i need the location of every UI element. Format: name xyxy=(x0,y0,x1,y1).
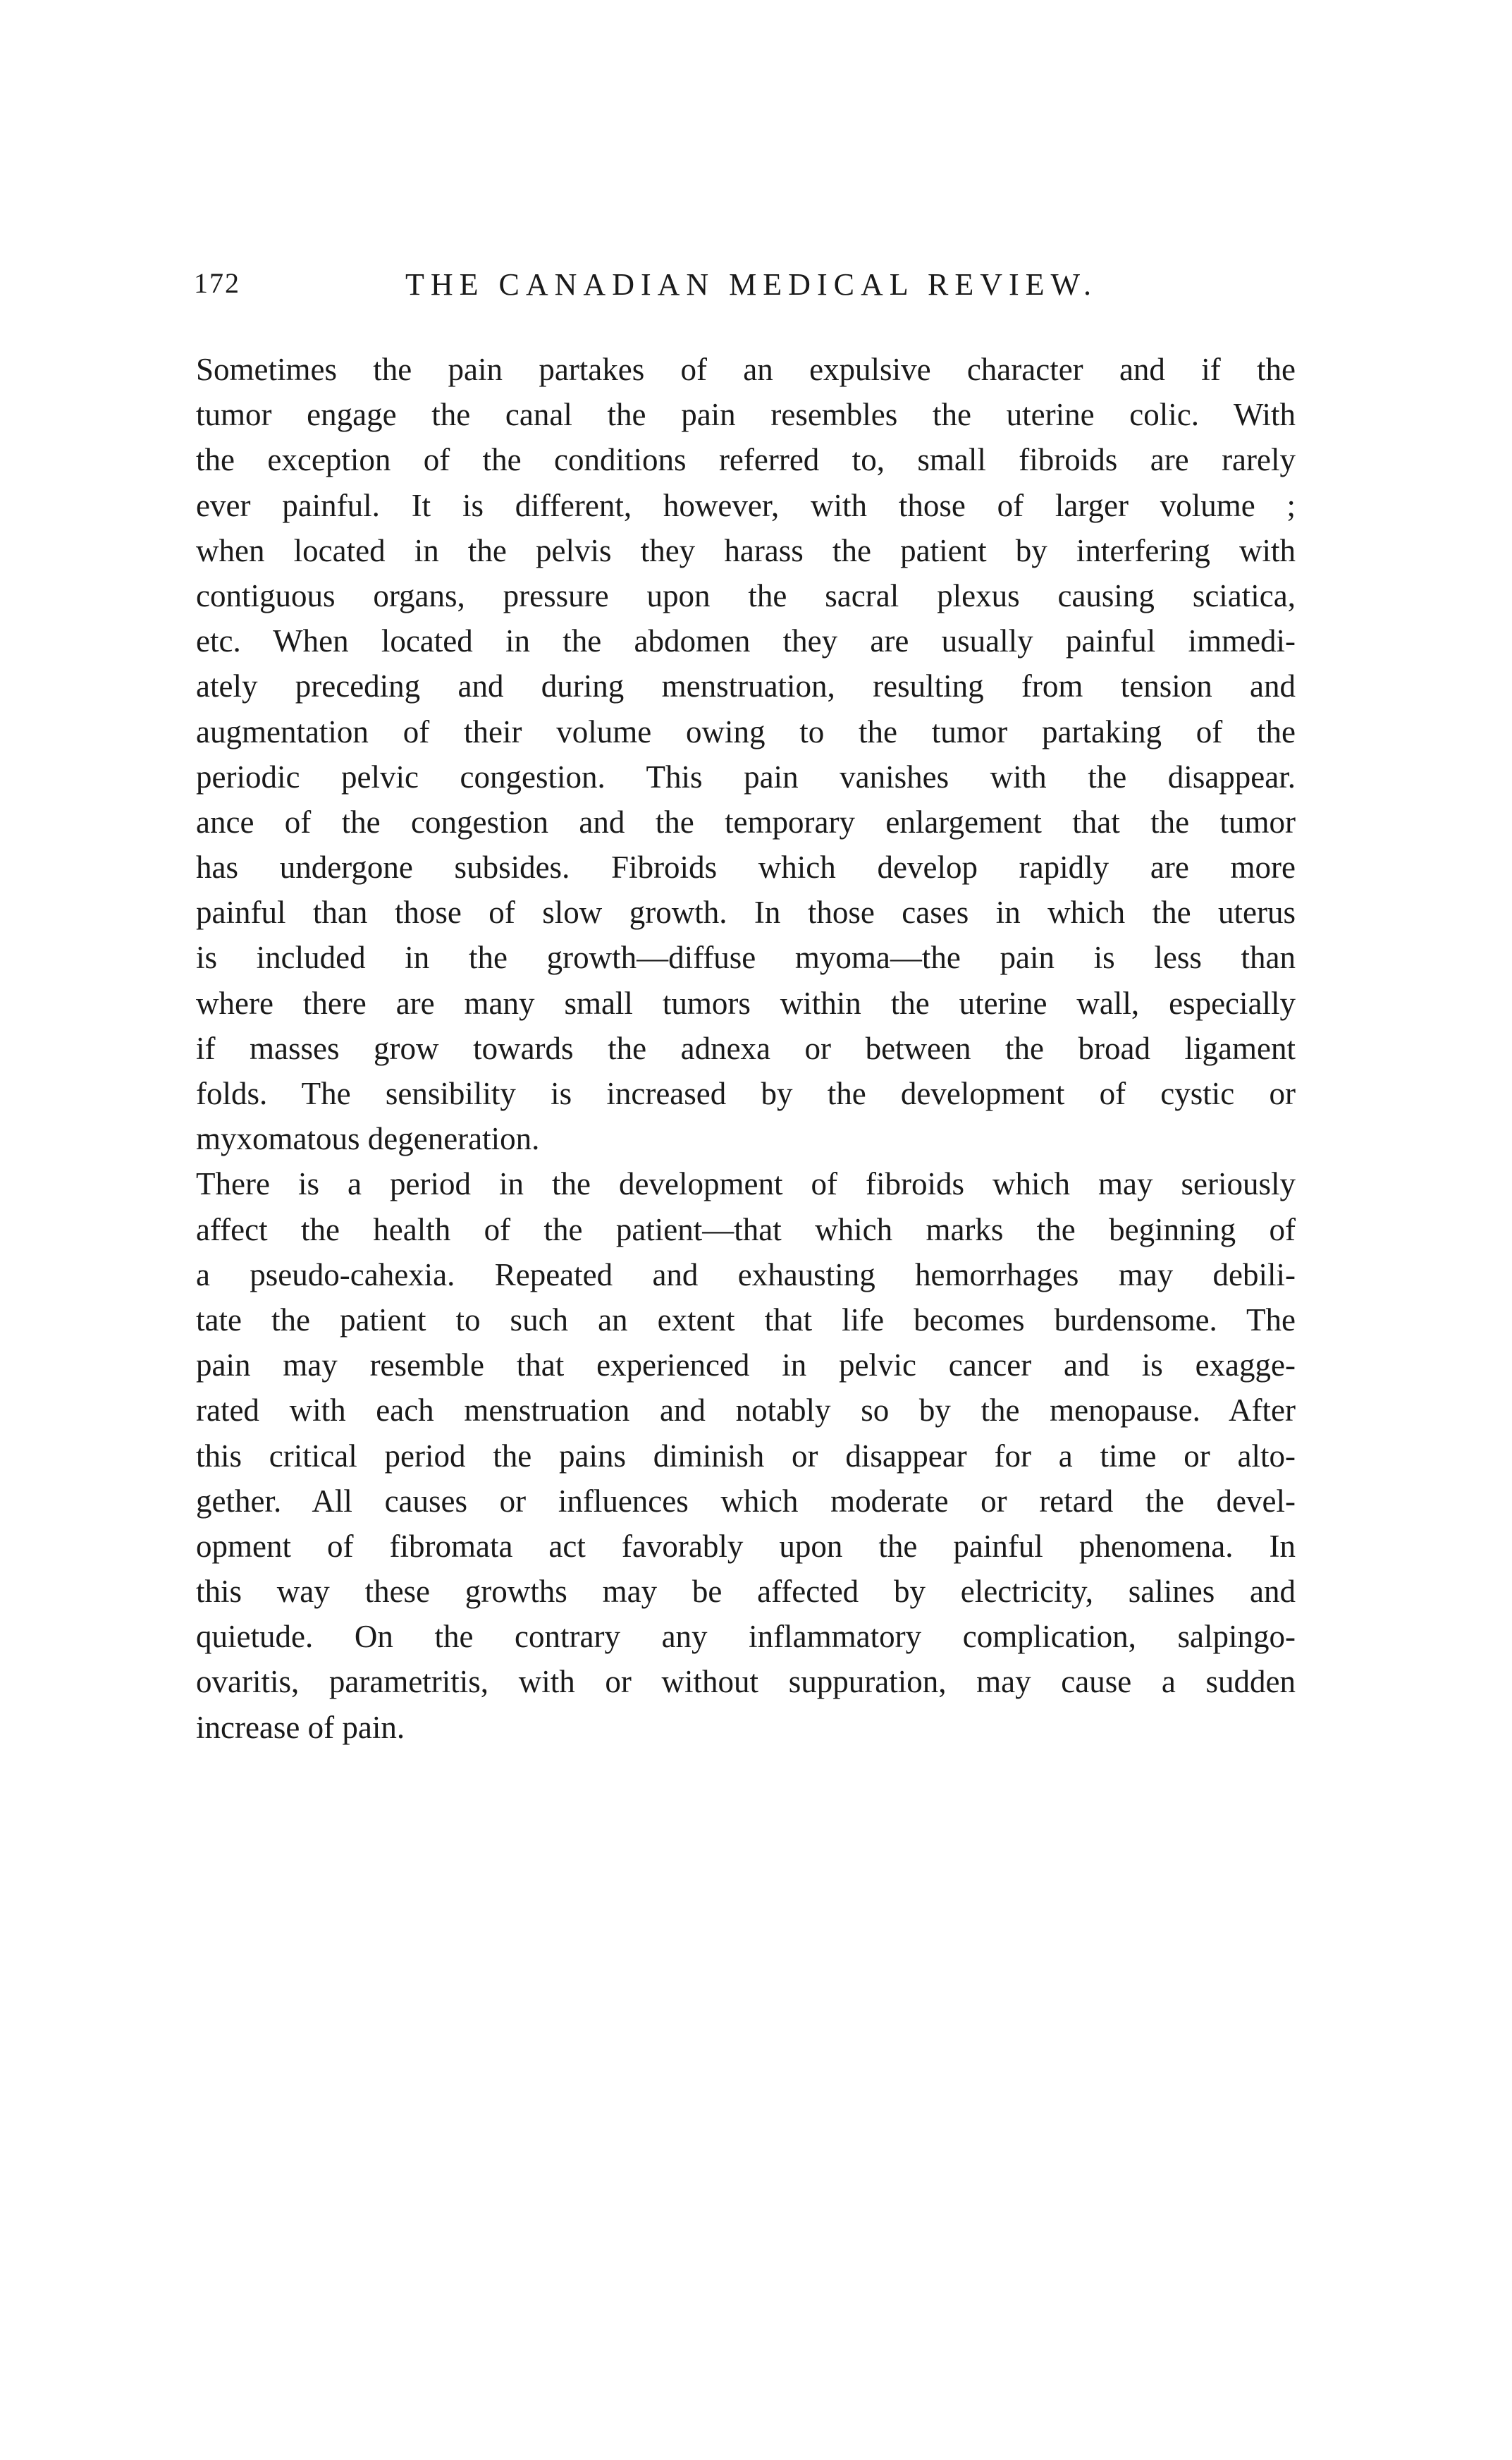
text-line: ance of the congestion and the temporary enlargement that the tumor xyxy=(196,804,1296,840)
text-line: painful than those of slow growth. In those cases in which the uterus xyxy=(196,895,1296,931)
text-line: myxomatous degeneration. xyxy=(196,1121,540,1157)
text-line: contiguous organs, pressure upon the sacral plexus causing sciatica, xyxy=(196,577,1296,613)
text-line: has undergone subsides. Fibroids which develop rapidly are more xyxy=(196,850,1296,886)
text-line: quietude. On the contrary any inflammatory complication, salpingo- xyxy=(196,1619,1296,1655)
journal-title: THE CANADIAN MEDICAL REVIEW. xyxy=(405,267,1098,302)
text-line: Sometimes the pain partakes of an expulsive character and if the xyxy=(196,352,1296,387)
text-line: etc. When located in the abdomen they are usually painful immedi- xyxy=(196,623,1296,659)
text-line: tate the patient to such an extent that life becomes burdensome. The xyxy=(196,1302,1296,1338)
text-line: gether. All causes or influences which moderate or retard the devel- xyxy=(196,1483,1296,1519)
article-body xyxy=(196,347,1296,1750)
text-line: ately preceding and during menstruation, resulting from tension and xyxy=(196,668,1296,704)
text-line: pain may resemble that experienced in pelvic cancer and is exagge- xyxy=(196,1347,1296,1383)
text-line: periodic pelvic congestion. This pain vanishes with the disappear. xyxy=(196,759,1296,795)
text-line: affect the health of the patient—that which marks the beginning of xyxy=(196,1211,1296,1247)
text-line: ever painful. It is different, however, with those of larger volume ; xyxy=(196,487,1296,523)
running-head xyxy=(194,267,1293,316)
text-line: opment of fibromata act favorably upon the painful phenomena. In xyxy=(196,1528,1296,1564)
page-number: 172 xyxy=(194,267,240,299)
text-line: augmentation of their volume owing to the tumor partaking of the xyxy=(196,714,1296,749)
paragraph-pseudo-cahexia xyxy=(196,1161,1296,1749)
text-line: folds. The sensibility is increased by the development of cystic or xyxy=(196,1076,1296,1111)
text-line: increase of pain. xyxy=(196,1709,405,1745)
text-line: when located in the pelvis they harass the patient by interfering with xyxy=(196,532,1296,568)
text-line: There is a period in the development of fibroids which may seriously xyxy=(196,1166,1296,1202)
text-line: tumor engage the canal the pain resembles the uterine colic. With xyxy=(196,397,1296,433)
text-line: where there are many small tumors within the uterine wall, especially xyxy=(196,985,1296,1021)
text-line: rated with each menstruation and notably so by the menopause. After xyxy=(196,1393,1296,1428)
text-line: a pseudo-cahexia. Repeated and exhausting hemorrhages may debili- xyxy=(196,1256,1296,1292)
text-line: this critical period the pains diminish or disappear for a time or alto- xyxy=(196,1438,1296,1474)
text-line: is included in the growth—diffuse myoma—the pain is less than xyxy=(196,940,1296,976)
paragraph-pain-character xyxy=(196,347,1296,1161)
text-line: the exception of the conditions referred to, small fibroids are rarely xyxy=(196,442,1296,478)
text-line: if masses grow towards the adnexa or between the broad ligament xyxy=(196,1030,1296,1066)
text-line: ovaritis, parametritis, with or without suppuration, may cause a sudden xyxy=(196,1664,1296,1700)
text-line: this way these growths may be affected by electricity, salines and xyxy=(196,1574,1296,1610)
